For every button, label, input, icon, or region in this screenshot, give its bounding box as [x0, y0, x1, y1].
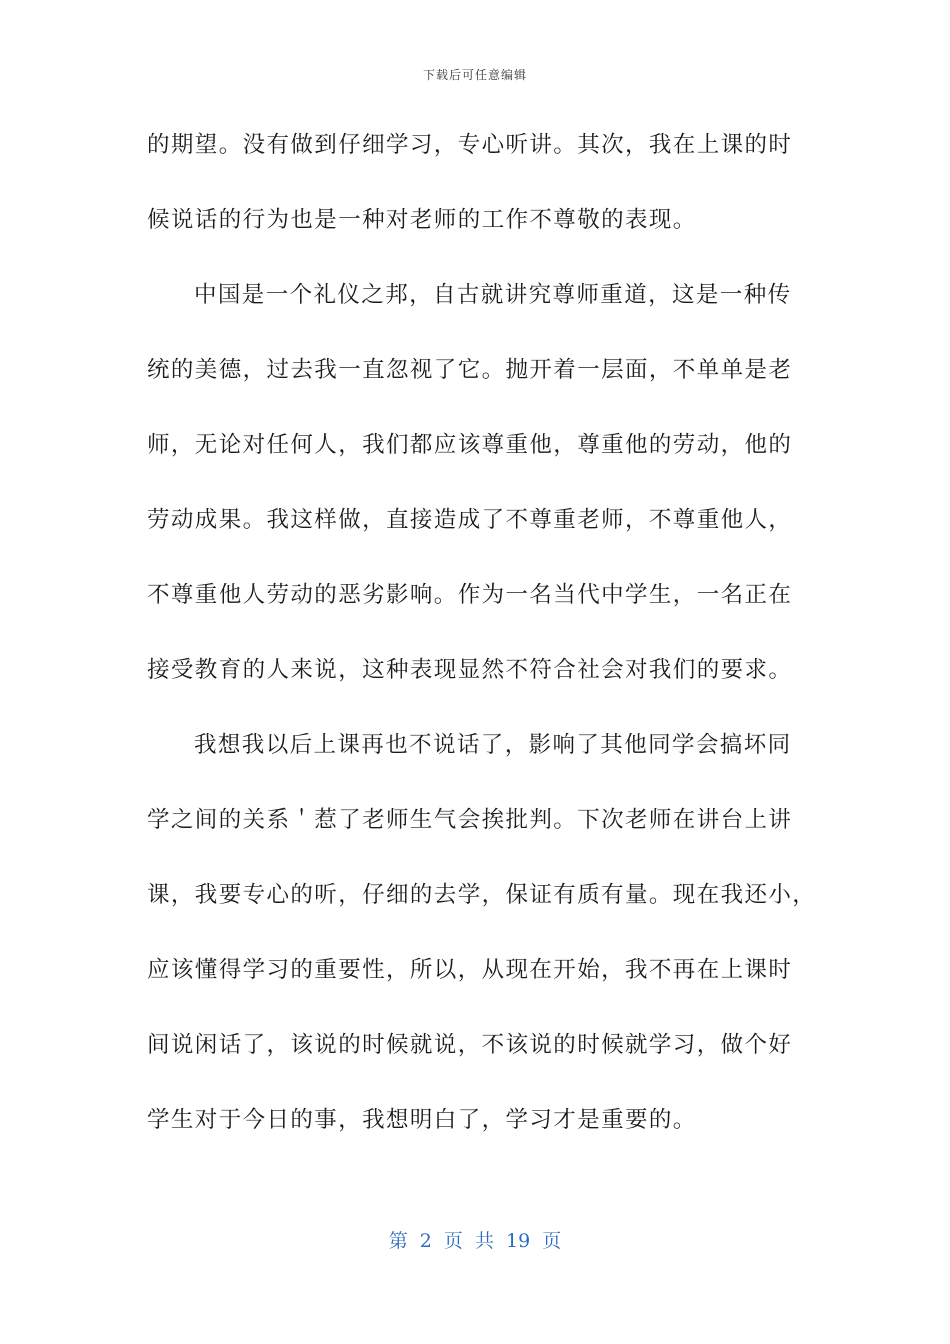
text-line: 课，我要专心的听，仔细的去学，保证有质有量。现在我还小， — [147, 882, 817, 908]
page-header: 下载后可任意编辑 — [422, 68, 527, 82]
text-line: 候说话的行为也是一种对老师的工作不尊敬的表现。 — [147, 207, 697, 233]
text-line: 师，无论对任何人，我们都应该尊重他，尊重他的劳动，他的 — [147, 432, 793, 458]
text-line: 应该懂得学习的重要性，所以，从现在开始，我不再在上课时 — [147, 957, 793, 983]
text-line: 的期望。没有做到仔细学习，专心听讲。其次，我在上课的时 — [147, 132, 793, 158]
text-line: 劳动成果。我这样做，直接造成了不尊重老师，不尊重他人， — [147, 507, 793, 533]
page-number-footer: 第 2 页 共 19 页 — [388, 1230, 562, 1252]
text-line: 统的美德，过去我一直忽视了它。抛开着一层面，不单单是老 — [147, 357, 793, 383]
paragraph-start-line: 我想我以后上课再也不说话了，影响了其他同学会搞坏同 — [194, 732, 792, 758]
paragraph-start-line: 中国是一个礼仪之邦，自古就讲究尊师重道，这是一种传 — [194, 282, 792, 308]
text-line: 学生对于今日的事，我想明白了，学习才是重要的。 — [147, 1107, 697, 1133]
text-line: 间说闲话了，该说的时候就说，不该说的时候就学习，做个好 — [147, 1032, 793, 1058]
text-line: 学之间的关系＇惹了老师生气会挨批判。下次老师在讲台上讲 — [147, 807, 793, 833]
text-line: 接受教育的人来说，这种表现显然不符合社会对我们的要求。 — [147, 657, 793, 683]
text-line: 不尊重他人劳动的恶劣影响。作为一名当代中学生，一名正在 — [147, 582, 793, 608]
document-body — [147, 127, 817, 1177]
